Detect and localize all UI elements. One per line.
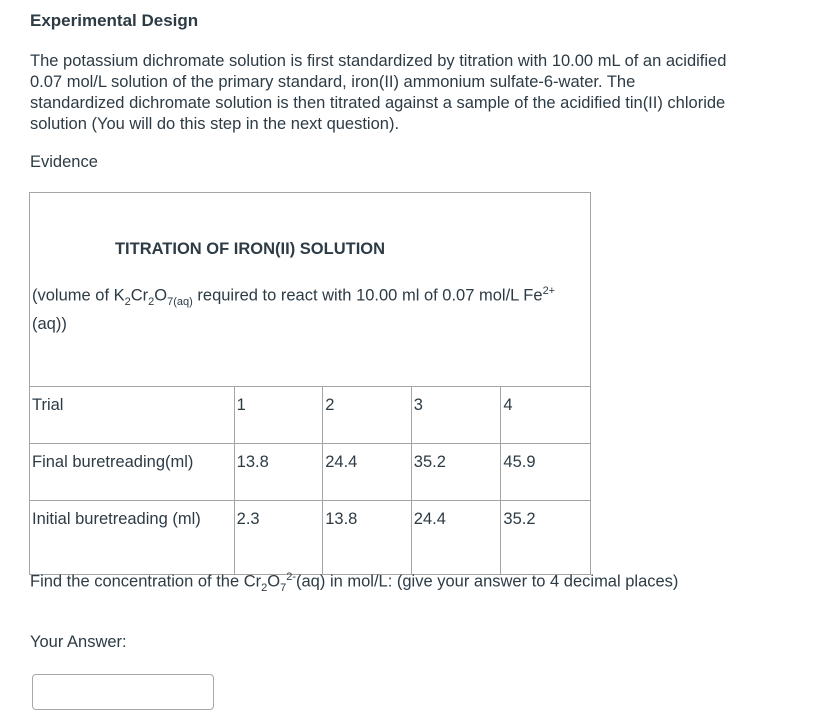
row-label: Initial buretreading (ml): [30, 501, 235, 575]
prompt-text: Find the concentration of the Cr: [30, 572, 262, 591]
titration-table: [29, 192, 591, 575]
table-row: [30, 444, 591, 501]
desc-sub: 2: [124, 295, 131, 308]
desc-sub: 2: [148, 295, 155, 308]
table-description: [32, 280, 584, 335]
table-cell: 13.8: [323, 501, 412, 575]
table-cell: 1: [234, 387, 323, 444]
desc-sub: 7(aq): [167, 295, 193, 308]
prompt-sub: 2: [261, 581, 268, 594]
row-label: Final buretreading(ml): [30, 444, 235, 501]
table-cell: 24.4: [323, 444, 412, 501]
table-row: [30, 387, 591, 444]
table-title: TITRATION OF IRON(II) SOLUTION: [114, 240, 386, 258]
question-heading: Experimental Design: [30, 11, 199, 30]
answer-label: Your Answer:: [30, 633, 127, 651]
table-cell: 2: [323, 387, 412, 444]
prompt-sub: 7: [280, 581, 287, 594]
table-cell: 35.2: [501, 501, 591, 575]
table-cell: 24.4: [411, 501, 501, 575]
table-cell: 13.8: [234, 444, 323, 501]
prompt-text: (aq) in mol/L: (give your answer to 4 decimal places): [296, 572, 679, 591]
prompt-text: O: [267, 572, 281, 591]
table-cell: 4: [501, 387, 591, 444]
question-prompt: [30, 564, 730, 602]
desc-text: O: [154, 286, 168, 305]
desc-text: required to react with 10.00 ml of 0.07 mol/L Fe: [192, 286, 543, 305]
answer-input[interactable]: [32, 674, 214, 710]
table-caption-cell: [30, 193, 591, 387]
intro-paragraph: The potassium dichromate solution is first standardized by titration with 10.00 mL of an acidified 0.07 mol/L solution of the primary standard, iron(II) ammonium sulfate-6-water. The standardized dichromate solution is then titrated against a sample of the acidified tin(II) chloride solution (You will do this step in the next question).: [30, 52, 727, 133]
table-cell: 35.2: [411, 444, 501, 501]
table-cell: 45.9: [501, 444, 591, 501]
desc-text: Cr: [130, 286, 149, 305]
prompt-sup: 2-: [286, 571, 297, 583]
table-cell: 3: [411, 387, 501, 444]
row-label: Trial: [30, 387, 235, 444]
evidence-label: Evidence: [30, 153, 98, 171]
desc-sup: 2+: [542, 285, 556, 297]
table-cell: 2.3: [234, 501, 323, 575]
desc-text: (aq)): [32, 314, 67, 333]
desc-text: (volume of K: [32, 286, 125, 305]
